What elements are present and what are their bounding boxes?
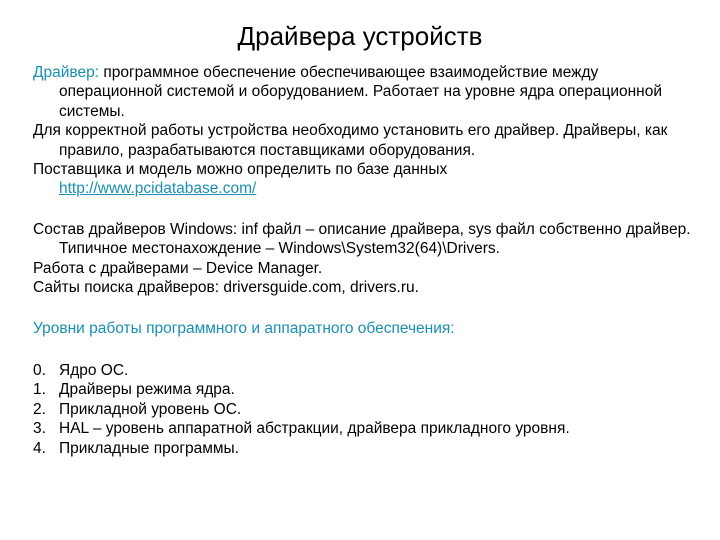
list-item-number: 2. — [33, 400, 46, 418]
levels-heading: Уровни работы программного и аппаратного обеспечения: — [33, 320, 455, 338]
driver-definition-text: программное обеспечение обеспечивающее взаимодействие между операционной системой и оборудованием. Работает на уровне ядра операционной системы. — [59, 64, 662, 120]
install-paragraph: Для корректной работы устройства необходимо установить его драйвер. Драйверы, как правило, разрабатываются поставщиками оборудования. — [33, 122, 668, 159]
vendor-paragraph — [33, 160, 703, 199]
driver-term: Драйвер: — [33, 64, 100, 81]
list-item-text: Прикладной уровень ОС. — [59, 400, 242, 418]
slide-content — [33, 63, 703, 458]
list-item — [33, 419, 703, 438]
list-item-number: 1. — [33, 381, 46, 399]
spacer — [33, 339, 703, 361]
list-item — [33, 400, 703, 419]
pcidatabase-link[interactable]: http://www.pcidatabase.com/ — [59, 180, 257, 198]
list-item-text: Драйверы режима ядра. — [59, 381, 235, 399]
list-item-text: Прикладные программы. — [59, 439, 239, 457]
list-item-text: Ядро ОС. — [59, 361, 129, 379]
levels-list — [33, 361, 703, 458]
composition-paragraph: Состав драйверов Windows: inf файл – описание драйвера, sys файл собственно драйвер. Типичное местонахождение – Windows\System32(64)\Drivers. — [33, 220, 691, 258]
list-item — [33, 361, 703, 380]
spacer — [33, 199, 703, 220]
device-manager-paragraph: Работа с драйверами – Device Manager. — [33, 259, 323, 277]
list-item — [33, 439, 703, 458]
vendor-text: Поставщика и модель можно определить по базе данных — [33, 161, 448, 179]
spacer — [33, 297, 703, 319]
list-item-number: 4. — [33, 439, 46, 457]
slide-title: Драйвера устройств — [237, 21, 483, 51]
driver-sites-paragraph: Сайты поиска драйверов: driversguide.com, drivers.ru. — [33, 279, 419, 297]
list-item — [33, 380, 703, 399]
list-item-number: 3. — [33, 420, 46, 438]
list-item-number: 0. — [33, 361, 46, 379]
driver-definition — [33, 63, 703, 121]
list-item-text: HAL – уровень аппаратной абстракции, драйвера прикладного уровня. — [59, 420, 570, 438]
